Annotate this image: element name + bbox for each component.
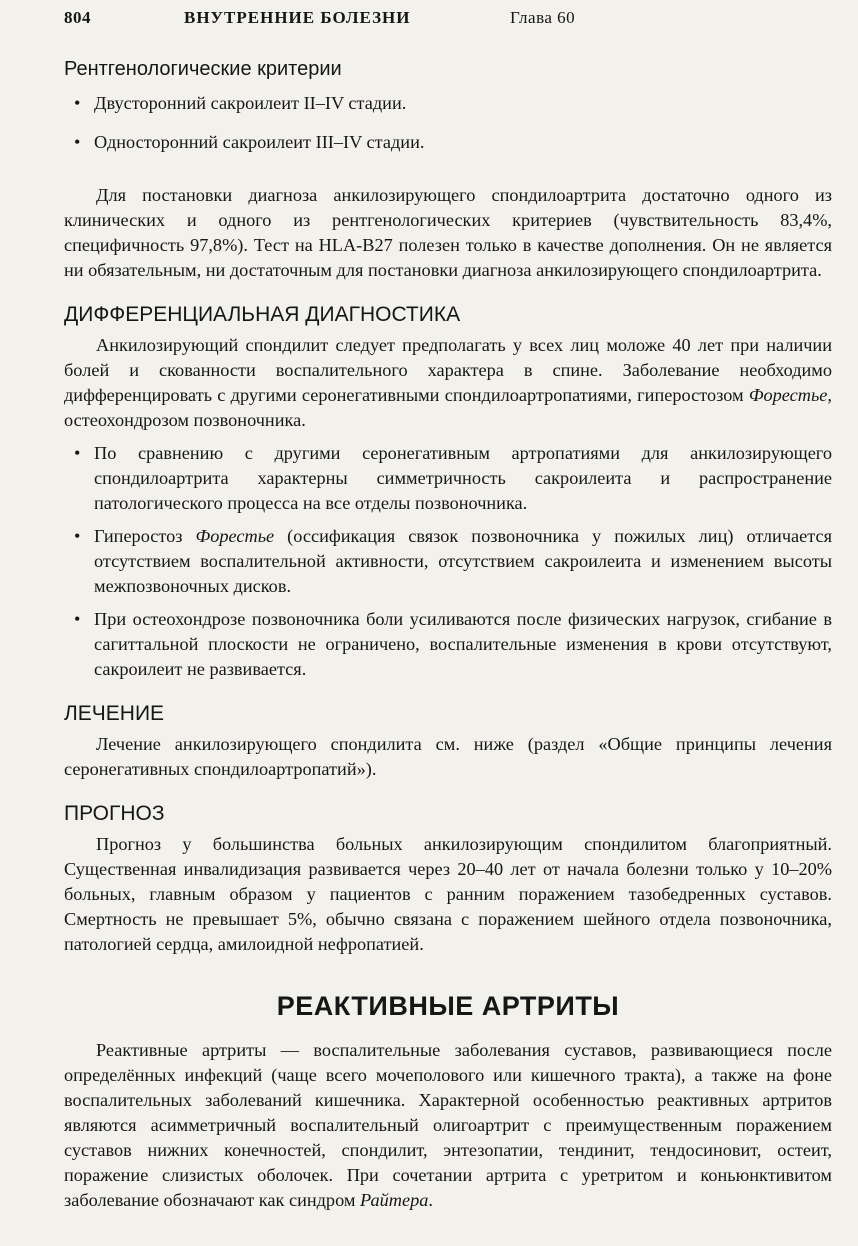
treatment-heading: ЛЕЧЕНИЕ bbox=[64, 702, 165, 725]
radiology-criteria-list bbox=[64, 91, 832, 155]
differential-heading: ДИФФЕРЕНЦИАЛЬНАЯ ДИАГНОСТИКА bbox=[64, 303, 461, 326]
radiology-criteria-heading: Рентгенологические критерии bbox=[64, 58, 342, 80]
treatment-paragraph: Лечение анкилозирующего спондилита см. ниже (раздел «Общие принципы лечения серонегативных спондилоартропатий»). bbox=[64, 734, 832, 779]
list-item: • При остеохондрозе позвоночника боли усиливаются после физических нагрузок, сгибание в сагиттальной плоскости не ограничено, воспалительные изменения в крови отсутствуют, сакроилеит не развивается. bbox=[64, 607, 832, 682]
prognosis-heading: ПРОГНОЗ bbox=[64, 802, 165, 825]
page-content bbox=[64, 58, 832, 1213]
page-number: 804 bbox=[64, 8, 91, 27]
list-item: • Гиперостоз Форестье (оссификация связок позвоночника у пожилых лиц) отличается отсутствием воспалительной активности, отсутствием сакроилеита и изменением высоты межпозвоночных дисков. bbox=[64, 524, 832, 599]
diagnosis-paragraph: Для постановки диагноза анкилозирующего спондилоартрита достаточно одного из клинических и одного из рентгенологических критериев (чувствительность 83,4%, специфичность 97,8%). Тест на HLA-B27 полезен только в качестве дополнения. Он не является ни обязательным, ни достаточным для постановки диагноза анкилозирующего спондилоартрита. bbox=[64, 185, 832, 280]
book-title: ВНУТРЕННИЕ БОЛЕЗНИ bbox=[184, 8, 411, 27]
reactive-arthritis-heading: РЕАКТИВНЫЕ АРТРИТЫ bbox=[276, 991, 620, 1021]
prognosis-paragraph: Прогноз у большинства больных анкилозирующим спондилитом благоприятный. Существенная инвалидизация развивается через 20–40 лет от начала болезни только у 10–20% больных, главным образом у пациентов с ранним поражением тазобедренных суставов. Смертность не превышает 5%, обычно связана с поражением шейного отдела позвоночника, патологией сердца, амилоидной нефропатией. bbox=[64, 834, 832, 954]
list-item: • Двусторонний сакроилеит II–IV стадии. bbox=[64, 91, 832, 116]
running-header bbox=[64, 8, 832, 32]
chapter-label: Глава 60 bbox=[510, 8, 576, 27]
differential-intro: Анкилозирующий спондилит следует предполагать у всех лиц моложе 40 лет при наличии болей и скованности воспалительного характера в спине. Заболевание необходимо дифференцировать с другими серонегативными спондилоартропатиями, гиперостозом Форестье, остеохондрозом позвоночника. bbox=[64, 335, 832, 430]
differential-list bbox=[64, 441, 832, 682]
list-item: • По сравнению с другими серонегативным артропатиями для анкилозирующего спондилоартрита характерны симметричность сакроилеита и распространение патологического процесса на все отделы позвоночника. bbox=[64, 441, 832, 516]
reactive-arthritis-paragraph: Реактивные артриты — воспалительные заболевания суставов, развивающиеся после определённых инфекций (чаще всего мочеполового или кишечного тракта), а также на фоне воспалительных заболеваний кишечника. Характерной особенностью реактивных артритов являются асимметричный воспалительный олигоартрит с преимущественным поражением суставов нижних конечностей, спондилит, энтезопатии, тендинит, тендосиновит, остеит, поражение слизистых оболочек. При сочетании артрита с уретритом и коньюнктивитом заболевание обозначают как синдром Райтера. bbox=[64, 1040, 832, 1210]
list-item: • Односторонний сакроилеит III–IV стадии. bbox=[64, 130, 832, 155]
spacer bbox=[64, 169, 832, 183]
